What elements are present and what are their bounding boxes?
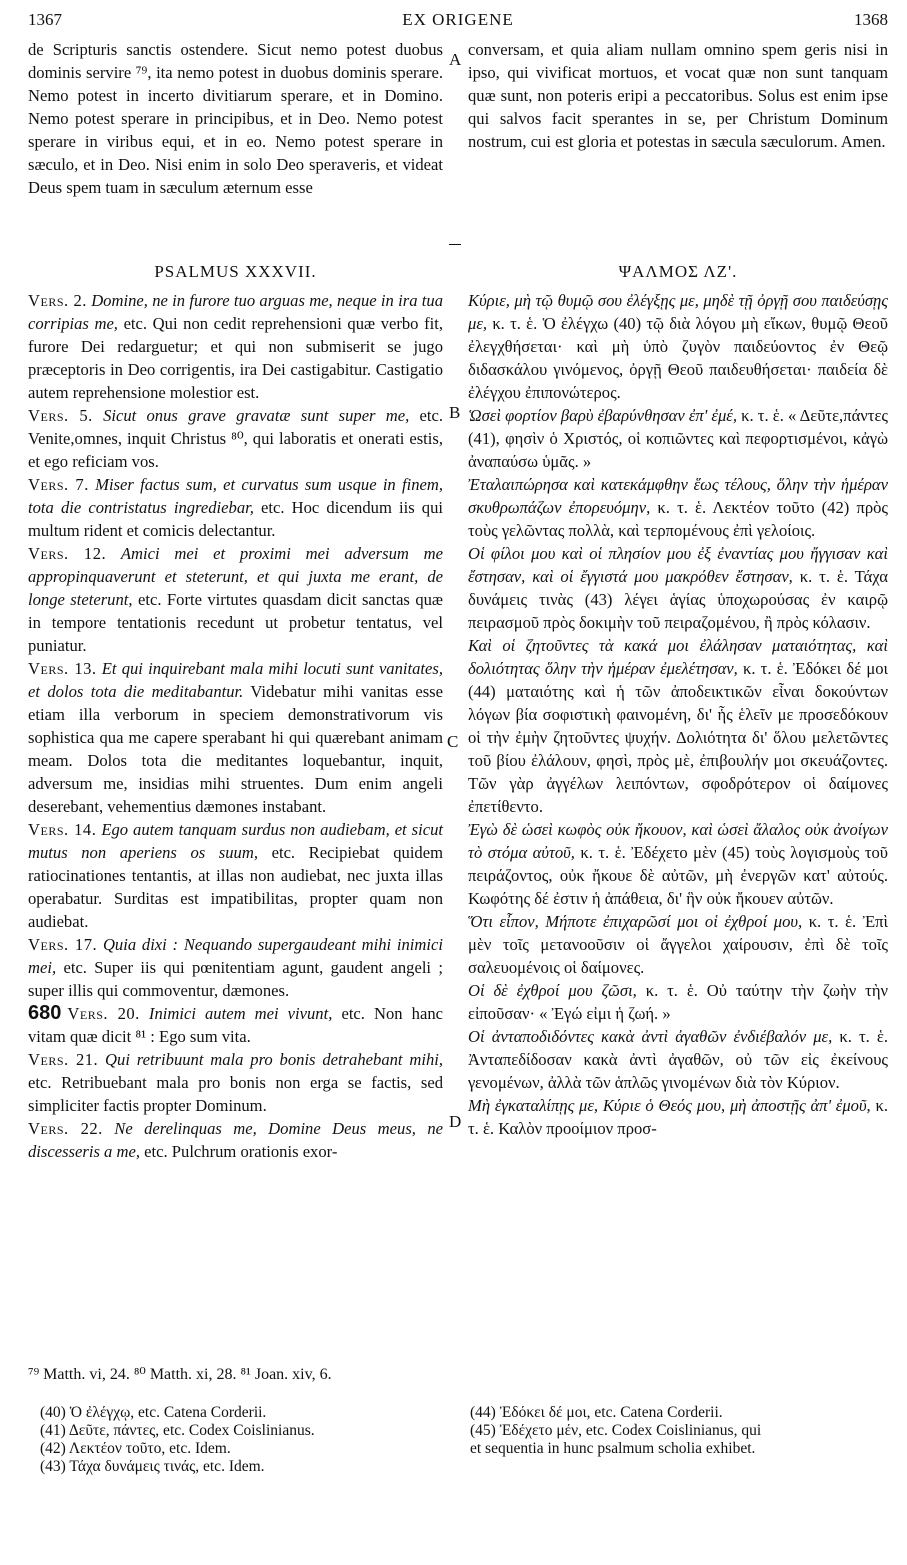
greek-verse-block: Κύριε, μὴ τῷ θυμῷ σου ἐλέγξῃς με, μηδὲ τῇ ὀργῇ σου παιδεύσῃς με, κ. τ. ἑ. Ὁ ἐλέγχω (40) τῷ διὰ λόγου μὴ εἴκων, θυμῷ Θεοῦ ἐλεγχθήσεται· καὶ μὴ ὑπὸ ζυγὸν παιδεύοντος ἐν Θεῷ διδασκάλου γινόμενος, ὀργῇ Θεοῦ παιδευθήσεται· παιδεία δὲ ἐλέγχου ἐπιπονώτερος.	[468, 291, 889, 402]
latin-verse-block: Vers. 2. Domine, ne in furore tuo arguas me, neque in ira tua corripias me, etc. Qui non cedit reprehensioni quæ verbo fit, furore Dei redarguetur; et qui non submiserit se jugo præceptoris in Deo corrigentis, ira Dei castigabitur. Castigatio autem reprehensione molestior est.	[28, 291, 444, 402]
footnote: (45) Ἐδέχετο μέν, etc. Codex Coislinianus, qui	[470, 1422, 762, 1439]
latin-verse-block: Vers. 21. Qui retribuunt mala pro bonis detrahebant mihi, etc. Retribuebant mala pro bonis non erga se factis, sed simpliciter factis propter Dominum.	[28, 1050, 443, 1115]
greek-verse-block: Ὡσεὶ φορτίον βαρὺ ἐβαρύνθησαν ἐπ' ἐμέ, κ. τ. ἑ. « Δεῦτε,πάντες (41), φησὶν ὁ Χριστός, οἱ κοπιῶντες καὶ πεφορτισμένοι, κἀγὼ ἀναπαύσω ὑμᾶς. »	[468, 406, 888, 471]
right-column-top	[468, 38, 888, 153]
greek-verse-block: Οἱ φίλοι μου καὶ οἱ πλησίον μου ἐξ ἐναντίας μου ἤγγισαν καὶ ἔστησαν, καὶ οἱ ἔγγιστά μου μακρόθεν ἔστησαν, κ. τ. ἑ. Τάχα δυνάμεις τινὰς (43) λέγει ἁγίας ὑποχωρούσας ἐν καιρῷ πειρασμοῦ πρὸς δοκιμὴν τοῦ πειραζομένου, ἢ πρὸς κόλασιν.	[468, 544, 888, 632]
latin-psalm-heading: PSALMUS XXXVII.	[154, 262, 317, 281]
scripture-references: ⁷⁹ Matth. vi, 24. ⁸⁰ Matth. xi, 28. ⁸¹ Joan. xiv, 6.	[28, 1366, 332, 1383]
footnote: (41) Δεῦτε, πάντες, etc. Codex Coislinianus.	[40, 1422, 315, 1439]
latin-verse-block: Vers. 5. Sicut onus grave gravatæ sunt super me, etc. Venite,omnes, inquit Christus ⁸⁰, qui laboratis et onerati estis, et ego reficiam vos.	[28, 406, 444, 471]
page-header	[28, 10, 888, 32]
footnotes-left	[40, 1404, 450, 1476]
page-number-left: 1367	[28, 10, 62, 29]
footnote: (44) Ἐδόκει δέ μοι, etc. Catena Corderii.	[470, 1404, 723, 1421]
latin-verse-block: Vers. 14. Ego autem tanquam surdus non audiebam, et sicut mutus non aperiens os suum, etc. Recipiebat quidem ratiocinationes tentantis, at illas non audiebat, nec juxta illas operabatur. Surditas est impatibilitas, propter quam non audiebat.	[28, 820, 443, 931]
latin-verse-block: 680 Vers. 20. Inimici autem mei vivunt, etc. Non hanc vitam quæ dicit ⁸¹ : Ego sum vita.	[28, 1002, 443, 1046]
left-top-paragraph: de Scripturis sanctis ostendere. Sicut nemo potest duobus dominis servire ⁷⁹, ita nemo potest in duobus dominis sperare. Nemo potest in incerto divitiarum sperare, et in Domino. Nemo potest sperare in principibus, et in Deo. Nemo potest sperare in viribus equi, et in eo. Nemo potest sperare in sæculo, et in Deo. Nisi enim in solo Deo speraveris, et videat Deus spem tuam in sæculum æternum esse	[28, 40, 443, 197]
latin-verse-block: Vers. 7. Miser factus sum, et curvatus sum usque in finem, tota die contristatus ingrediebar, etc. Hoc dicendum iis qui multum rident et comicis delectantur.	[28, 475, 444, 540]
latin-verse-block: Vers. 22. Ne derelinquas me, Domine Deus meus, ne discesseris a me, etc. Pulchrum orationis exor-	[28, 1119, 444, 1161]
greek-verse-block: Ἐγὼ δὲ ὡσεὶ κωφὸς οὐκ ἤκουον, καὶ ὡσεὶ ἄλαλος οὐκ ἀνοίγων τὸ στόμα αὐτοῦ, κ. τ. ἑ. Ἐδέχετο μὲν (45) τοὺς λογισμοὺς τοῦ πειράζοντος, οὐκ ἤκουε δὲ αὐτῶν, μὴ ἐνεργῶν κατ' αὐτούς. Κωφότης δέ ἐστιν ἡ ἀπάθεια, δι' ἣν οὐκ ἤκουεν αὐτῶν.	[468, 820, 889, 908]
greek-psalm-heading: ΨΑΛΜΟΣ ΛΖ'.	[618, 262, 738, 281]
latin-verse-block: Vers. 13. Et qui inquirebant mala mihi locuti sunt vanitates, et dolos tota die meditabantur. Videbatur mihi vanitas esse etiam illa verborum in speciem demonstrativorum vis sophistica qua me capere sperabant hi qui quærebant animam meam. Dolos tota die meditantes loquebantur, inquit, adversum me, insidias mihi struentes. Dum enim angeli deserebant, vehementius dæmones instabant.	[28, 659, 444, 816]
page-number-right: 1368	[854, 10, 888, 29]
greek-verse-block: Καὶ οἱ ζητοῦντες τὰ κακά μοι ἐλάλησαν ματαιότητας, καὶ δολιότητας ὅλην τὴν ἡμέραν ἐμελέτησαν, κ. τ. ἑ. Ἐδόκει δέ μοι (44) ματαιότης καὶ ἡ τῶν ἀποδεικτικῶν εἶναι δοκούντων λόγων βία σοφιστικὴ φαινομένη, δι' ἧς ἑλεῖν με προσεδόκουν οἱ τὴν ἐμὴν ζητοῦντες ψυχήν. Δολιότητα δι' ὅλου μελετῶντες τοῦ βίου ἐλάλουν, φησὶ, πρὸς μὲ, ἐπιβουλήν μοι σκευάζοντες. Τῶν γὰρ ἀγγέλων λειπόντων, σφοδρότερον οἱ δαίμονες ἐπετίθεντο.	[468, 636, 889, 816]
footnotes-right	[470, 1404, 890, 1458]
running-title: EX ORIGENE	[402, 10, 514, 29]
margin-marker-b: B	[449, 403, 461, 422]
column-number-680: 680	[28, 1002, 62, 1024]
margin-marker-d: D	[449, 1112, 462, 1131]
margin-marker-c: C	[447, 732, 459, 751]
latin-commentary-column	[28, 260, 443, 1163]
left-column-top	[28, 38, 443, 199]
column-separator-rule	[449, 244, 461, 245]
footnote: (42) Λεκτέον τοῦτο, etc. Idem.	[40, 1440, 231, 1457]
greek-verse-block: Μὴ ἐγκαταλίπῃς με, Κύριε ὁ Θεός μου, μὴ ἀποστῇς ἀπ' ἐμοῦ, κ. τ. ἑ. Καλὸν προοίμιον προσ-	[468, 1096, 888, 1138]
greek-commentary-column	[468, 260, 888, 1140]
footnote: et sequentia in hunc psalmum scholia exhibet.	[470, 1440, 756, 1457]
footnote: (43) Τάχα δυνάμεις τινάς, etc. Idem.	[40, 1458, 265, 1475]
right-top-paragraph: conversam, et quia aliam nullam omnino spem geris nisi in ipso, qui vivificat mortuos, et vocat quæ non sunt tanquam quæ sunt, non poteris eripi a peccatoribus. Solus est enim ipse qui salvos facit sperantes in se, per Christum Dominum nostrum, cui est gloria et potestas in sæcula sæculorum. Amen.	[468, 40, 888, 151]
greek-verse-block: Ὅτι εἶπον, Μήποτε ἐπιχαρῶσί μοι οἱ ἐχθροί μου, κ. τ. ἑ. Ἐπὶ μὲν τοῖς μετανοοῦσιν οἱ ἄγγελοι χαίρουσιν, ἐπὶ δὲ τοῖς σαλευομένοις οἱ δαίμονες.	[468, 912, 888, 977]
latin-verse-block: Vers. 17. Quia dixi : Nequando supergaudeant mihi inimici mei, etc. Super iis qui pœnitentiam agunt, gaudent angeli ; super illis qui commoventur, dæmones.	[28, 935, 444, 1000]
greek-verse-block: Ἐταλαιπώρησα καὶ κατεκάμφθην ἕως τέλους, ὅλην τὴν ἡμέραν σκυθρωπάζων ἐπορευόμην, κ. τ. ἑ. Λεκτέον τοῦτο (42) πρὸς τοὺς γελῶντας πολλὰ, καὶ τερπομένους ἐπὶ γελοίοις.	[468, 475, 888, 540]
greek-verse-block: Οἱ ἀνταποδιδόντες κακὰ ἀντὶ ἀγαθῶν ἐνδιέβαλόν με, κ. τ. ἑ. Ἀνταπεδίδοσαν κακὰ ἀντὶ ἀγαθῶν, οὐ τῶν εἰς ἐκείνους γενομένων, ἀλλὰ τῶν ἁπλῶς γινομένων διὰ τὸν Κύριον.	[468, 1027, 888, 1092]
latin-verse-block: Vers. 12. Amici mei et proximi mei adversum me appropinquaverunt et steterunt, et qui juxta me erant, de longe steterunt, etc. Forte virtutes quasdam dicit sanctas quæ in tempore tentationis recedunt ut probetur tentatus, vel puniatur.	[28, 544, 443, 655]
footnote: (40) Ὁ ἐλέγχῳ, etc. Catena Corderii.	[40, 1404, 267, 1421]
margin-marker-a: A	[449, 50, 462, 69]
greek-verse-block: Οἱ δὲ ἐχθροί μου ζῶσι, κ. τ. ἑ. Οὐ ταύτην τὴν ζωὴν τὴν εἰποῦσαν· « Ἐγώ εἰμι ἡ ζωή. »	[468, 981, 889, 1023]
